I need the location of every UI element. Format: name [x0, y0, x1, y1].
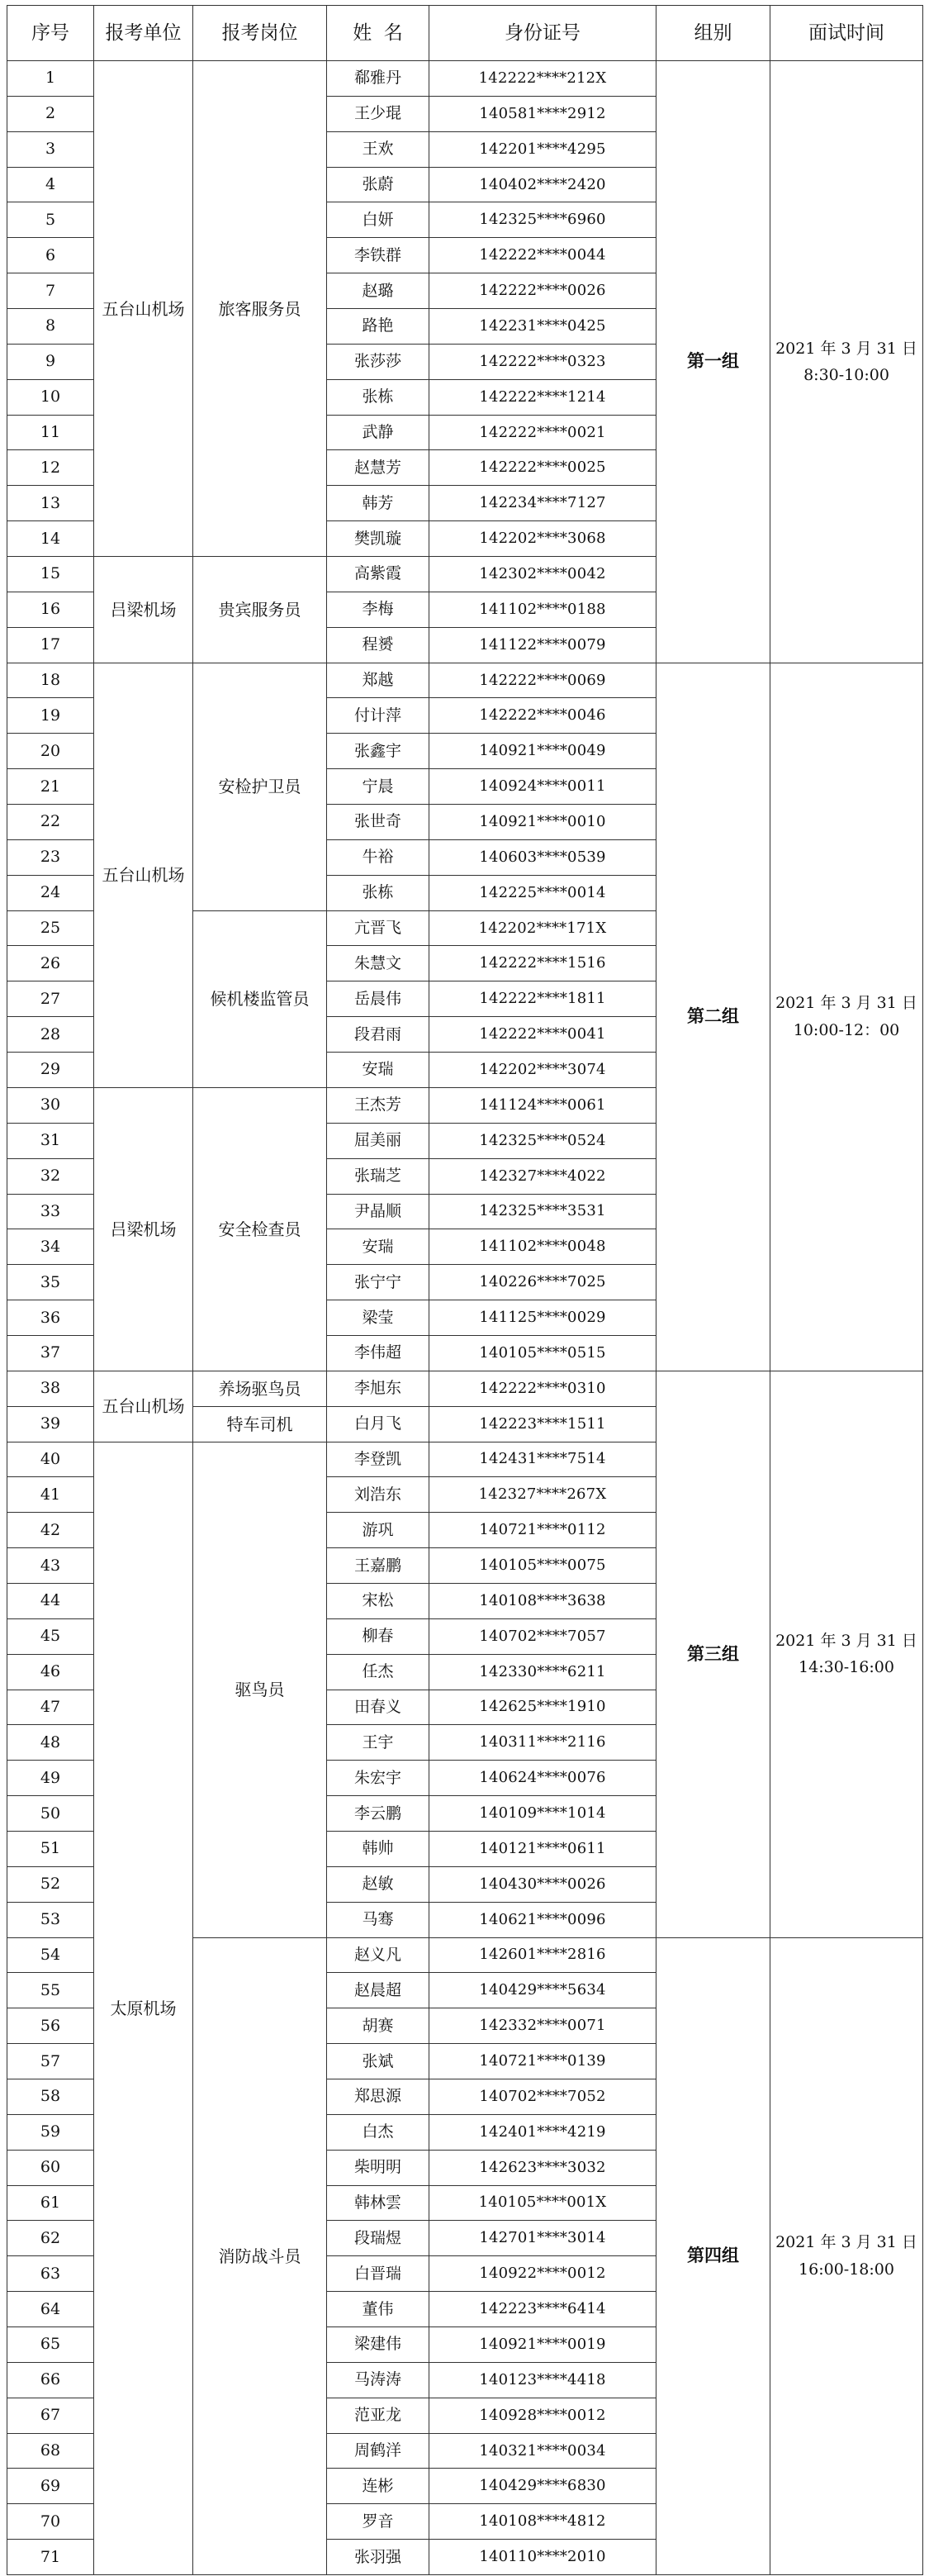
row-name: 亢晋飞	[327, 910, 429, 946]
row-id-number: 141102****0188	[429, 592, 656, 627]
row-name: 宋松	[327, 1583, 429, 1618]
row-id-number: 140921****0049	[429, 734, 656, 769]
row-id-number: 142202****3068	[429, 521, 656, 557]
row-name: 樊凯璇	[327, 521, 429, 557]
row-seq: 44	[7, 1583, 94, 1618]
unit-cell: 太原机场	[94, 1442, 193, 2575]
row-seq: 61	[7, 2185, 94, 2221]
row-id-number: 142222****0025	[429, 450, 656, 486]
row-id-number: 142225****0014	[429, 875, 656, 910]
row-id-number: 140924****0011	[429, 769, 656, 805]
row-name: 朱宏宇	[327, 1761, 429, 1796]
row-seq: 20	[7, 734, 94, 769]
row-name: 尹晶顺	[327, 1194, 429, 1229]
row-name: 柴明明	[327, 2150, 429, 2185]
row-seq: 37	[7, 1335, 94, 1371]
row-seq: 55	[7, 1973, 94, 2008]
row-seq: 68	[7, 2433, 94, 2469]
table-row	[7, 663, 923, 698]
row-id-number: 142222****0323	[429, 344, 656, 379]
row-name: 岳晨伟	[327, 981, 429, 1017]
row-seq: 32	[7, 1158, 94, 1194]
row-name: 赵璐	[327, 273, 429, 309]
unit-cell: 五台山机场	[94, 1371, 193, 1442]
row-id-number: 140105****0075	[429, 1548, 656, 1584]
row-seq: 10	[7, 379, 94, 415]
row-id-number: 140108****4812	[429, 2504, 656, 2540]
row-name: 刘浩东	[327, 1477, 429, 1513]
row-id-number: 140921****0010	[429, 805, 656, 840]
row-seq: 40	[7, 1442, 94, 1477]
header-seq: 序号	[7, 6, 94, 61]
row-id-number: 142222****0044	[429, 238, 656, 273]
time-cell	[770, 1937, 923, 2574]
row-id-number: 140429****5634	[429, 1973, 656, 2008]
time-cell	[770, 1371, 923, 1937]
row-id-number: 142202****3074	[429, 1053, 656, 1088]
row-id-number: 140121****0611	[429, 1831, 656, 1866]
row-name: 李伟超	[327, 1335, 429, 1371]
row-seq: 66	[7, 2362, 94, 2398]
row-id-number: 140603****0539	[429, 839, 656, 875]
row-seq: 39	[7, 1406, 94, 1442]
unit-cell: 吕梁机场	[94, 1087, 193, 1371]
group-cell: 第三组	[656, 1371, 770, 1937]
row-name: 张蔚	[327, 167, 429, 202]
row-seq: 50	[7, 1796, 94, 1832]
post-cell: 旅客服务员	[193, 61, 327, 557]
row-seq: 53	[7, 1902, 94, 1937]
row-id-number: 141125****0029	[429, 1300, 656, 1336]
row-name: 王杰芳	[327, 1087, 429, 1123]
row-id-number: 142431****7514	[429, 1442, 656, 1477]
row-seq: 67	[7, 2398, 94, 2433]
row-id-number: 142327****267X	[429, 1477, 656, 1513]
row-seq: 60	[7, 2150, 94, 2185]
row-id-number: 141102****0048	[429, 1229, 656, 1265]
row-name: 马骞	[327, 1902, 429, 1937]
row-name: 宁晨	[327, 769, 429, 805]
row-seq: 51	[7, 1831, 94, 1866]
row-name: 张宁宁	[327, 1265, 429, 1300]
row-name: 韩芳	[327, 486, 429, 521]
row-name: 郑思源	[327, 2079, 429, 2114]
row-name: 罗音	[327, 2504, 429, 2540]
post-cell: 贵宾服务员	[193, 557, 327, 663]
row-id-number: 141124****0061	[429, 1087, 656, 1123]
row-name: 屈美丽	[327, 1123, 429, 1158]
row-id-number: 140105****001X	[429, 2185, 656, 2221]
row-seq: 6	[7, 238, 94, 273]
row-name: 白晋瑞	[327, 2256, 429, 2292]
row-id-number: 142231****0425	[429, 309, 656, 345]
row-name: 朱慧文	[327, 946, 429, 981]
header-id: 身份证号	[429, 6, 656, 61]
row-id-number: 140110****2010	[429, 2540, 656, 2575]
row-id-number: 142222****0046	[429, 698, 656, 734]
row-seq: 71	[7, 2540, 94, 2575]
row-seq: 22	[7, 805, 94, 840]
time-cell	[770, 61, 923, 663]
time-range: 14:30-16:00	[799, 1658, 894, 1677]
row-seq: 65	[7, 2327, 94, 2363]
time-range: 8:30-10:00	[803, 365, 889, 384]
row-name: 程赟	[327, 627, 429, 663]
row-id-number: 142325****0524	[429, 1123, 656, 1158]
row-seq: 2	[7, 96, 94, 131]
row-id-number: 140721****0112	[429, 1513, 656, 1548]
row-name: 白月飞	[327, 1406, 429, 1442]
header-post: 报考岗位	[193, 6, 327, 61]
post-cell: 安全检查员	[193, 1087, 327, 1371]
row-id-number: 140430****0026	[429, 1866, 656, 1902]
row-seq: 5	[7, 202, 94, 238]
row-name: 郗雅丹	[327, 61, 429, 97]
row-name: 李云鹏	[327, 1796, 429, 1832]
post-cell: 安检护卫员	[193, 663, 327, 910]
row-id-number: 142222****0026	[429, 273, 656, 309]
header-name: 姓 名	[327, 6, 429, 61]
row-name: 柳春	[327, 1618, 429, 1654]
row-id-number: 142601****2816	[429, 1937, 656, 1973]
row-id-number: 142234****7127	[429, 486, 656, 521]
row-name: 张莎莎	[327, 344, 429, 379]
row-id-number: 142222****1516	[429, 946, 656, 981]
post-cell: 候机楼监管员	[193, 910, 327, 1087]
row-id-number: 140311****2116	[429, 1725, 656, 1761]
row-name: 周鹤洋	[327, 2433, 429, 2469]
row-seq: 47	[7, 1690, 94, 1725]
row-name: 张羽强	[327, 2540, 429, 2575]
row-seq: 27	[7, 981, 94, 1017]
row-id-number: 140922****0012	[429, 2256, 656, 2292]
row-id-number: 142222****0041	[429, 1017, 656, 1053]
row-seq: 54	[7, 1937, 94, 1973]
row-name: 张鑫宇	[327, 734, 429, 769]
row-seq: 42	[7, 1513, 94, 1548]
row-name: 武静	[327, 415, 429, 450]
row-id-number: 141122****0079	[429, 627, 656, 663]
row-seq: 8	[7, 309, 94, 345]
row-id-number: 142327****4022	[429, 1158, 656, 1194]
table-body	[7, 6, 923, 2575]
row-seq: 29	[7, 1053, 94, 1088]
row-name: 赵敏	[327, 1866, 429, 1902]
row-name: 韩帅	[327, 1831, 429, 1866]
row-name: 路艳	[327, 309, 429, 345]
row-id-number: 140105****0515	[429, 1335, 656, 1371]
row-id-number: 142222****0021	[429, 415, 656, 450]
row-seq: 11	[7, 415, 94, 450]
row-id-number: 142325****6960	[429, 202, 656, 238]
row-name: 范亚龙	[327, 2398, 429, 2433]
row-name: 王少琨	[327, 96, 429, 131]
row-id-number: 142330****6211	[429, 1654, 656, 1690]
row-seq: 41	[7, 1477, 94, 1513]
row-seq: 12	[7, 450, 94, 486]
row-seq: 31	[7, 1123, 94, 1158]
row-seq: 26	[7, 946, 94, 981]
row-seq: 38	[7, 1371, 94, 1406]
row-seq: 46	[7, 1654, 94, 1690]
row-id-number: 140928****0012	[429, 2398, 656, 2433]
row-id-number: 142222****0310	[429, 1371, 656, 1406]
row-id-number: 142325****3531	[429, 1194, 656, 1229]
row-name: 胡赛	[327, 2008, 429, 2044]
row-seq: 34	[7, 1229, 94, 1265]
row-seq: 24	[7, 875, 94, 910]
row-seq: 30	[7, 1087, 94, 1123]
row-seq: 64	[7, 2292, 94, 2327]
row-seq: 70	[7, 2504, 94, 2540]
row-name: 牛裕	[327, 839, 429, 875]
row-id-number: 140621****0096	[429, 1902, 656, 1937]
row-name: 李梅	[327, 592, 429, 627]
row-name: 李登凯	[327, 1442, 429, 1477]
row-name: 赵义凡	[327, 1937, 429, 1973]
row-seq: 1	[7, 61, 94, 97]
row-seq: 33	[7, 1194, 94, 1229]
row-seq: 63	[7, 2256, 94, 2292]
row-id-number: 140429****6830	[429, 2469, 656, 2504]
row-seq: 48	[7, 1725, 94, 1761]
header-row	[7, 6, 923, 61]
unit-cell: 五台山机场	[94, 61, 193, 557]
row-id-number: 140321****0034	[429, 2433, 656, 2469]
row-seq: 3	[7, 131, 94, 167]
row-id-number: 142202****171X	[429, 910, 656, 946]
header-unit: 报考单位	[94, 6, 193, 61]
row-name: 张瑞芝	[327, 1158, 429, 1194]
time-date: 2021 年 3 月 31 日	[775, 339, 917, 358]
row-seq: 15	[7, 557, 94, 592]
unit-cell: 五台山机场	[94, 663, 193, 1087]
row-id-number: 142222****0069	[429, 663, 656, 698]
row-seq: 28	[7, 1017, 94, 1053]
row-id-number: 140226****7025	[429, 1265, 656, 1300]
row-id-number: 140702****7052	[429, 2079, 656, 2114]
row-name: 连彬	[327, 2469, 429, 2504]
post-cell: 养场驱鸟员	[193, 1371, 327, 1406]
row-id-number: 142223****6414	[429, 2292, 656, 2327]
row-id-number: 142223****1511	[429, 1406, 656, 1442]
row-name: 梁建伟	[327, 2327, 429, 2363]
row-seq: 57	[7, 2044, 94, 2079]
row-id-number: 142625****1910	[429, 1690, 656, 1725]
row-name: 赵慧芳	[327, 450, 429, 486]
row-name: 李旭东	[327, 1371, 429, 1406]
row-name: 白杰	[327, 2114, 429, 2150]
row-name: 高紫霞	[327, 557, 429, 592]
row-name: 张栋	[327, 875, 429, 910]
row-seq: 36	[7, 1300, 94, 1336]
row-name: 田春义	[327, 1690, 429, 1725]
time-date: 2021 年 3 月 31 日	[775, 1631, 917, 1650]
row-name: 张世奇	[327, 805, 429, 840]
row-seq: 59	[7, 2114, 94, 2150]
row-name: 韩林雲	[327, 2185, 429, 2221]
interview-schedule-table	[7, 5, 923, 2575]
row-name: 段瑞煜	[327, 2221, 429, 2256]
row-seq: 49	[7, 1761, 94, 1796]
row-name: 赵晨超	[327, 1973, 429, 2008]
row-seq: 43	[7, 1548, 94, 1584]
row-id-number: 142302****0042	[429, 557, 656, 592]
header-group: 组别	[656, 6, 770, 61]
group-cell: 第一组	[656, 61, 770, 663]
row-seq: 9	[7, 344, 94, 379]
row-name: 任杰	[327, 1654, 429, 1690]
row-name: 游巩	[327, 1513, 429, 1548]
row-name: 王欢	[327, 131, 429, 167]
time-date: 2021 年 3 月 31 日	[775, 2233, 917, 2252]
row-seq: 25	[7, 910, 94, 946]
time-range: 16:00-18:00	[799, 2260, 894, 2279]
row-id-number: 140721****0139	[429, 2044, 656, 2079]
row-seq: 45	[7, 1618, 94, 1654]
row-name: 段君雨	[327, 1017, 429, 1053]
row-id-number: 142701****3014	[429, 2221, 656, 2256]
row-seq: 21	[7, 769, 94, 805]
row-id-number: 142401****4219	[429, 2114, 656, 2150]
row-seq: 17	[7, 627, 94, 663]
row-seq: 23	[7, 839, 94, 875]
row-seq: 13	[7, 486, 94, 521]
row-seq: 58	[7, 2079, 94, 2114]
row-name: 付计萍	[327, 698, 429, 734]
row-name: 郑越	[327, 663, 429, 698]
row-id-number: 142222****1811	[429, 981, 656, 1017]
row-name: 张栋	[327, 379, 429, 415]
row-name: 梁莹	[327, 1300, 429, 1336]
row-id-number: 140402****2420	[429, 167, 656, 202]
row-id-number: 142623****3032	[429, 2150, 656, 2185]
unit-cell: 吕梁机场	[94, 557, 193, 663]
row-seq: 52	[7, 1866, 94, 1902]
row-seq: 19	[7, 698, 94, 734]
row-seq: 7	[7, 273, 94, 309]
time-date: 2021 年 3 月 31 日	[775, 994, 917, 1013]
row-name: 白妍	[327, 202, 429, 238]
row-id-number: 140109****1014	[429, 1796, 656, 1832]
row-seq: 16	[7, 592, 94, 627]
row-name: 张斌	[327, 2044, 429, 2079]
row-seq: 56	[7, 2008, 94, 2044]
row-id-number: 142222****1214	[429, 379, 656, 415]
row-id-number: 142332****0071	[429, 2008, 656, 2044]
row-id-number: 140581****2912	[429, 96, 656, 131]
row-name: 马涛涛	[327, 2362, 429, 2398]
group-cell: 第二组	[656, 663, 770, 1371]
row-seq: 18	[7, 663, 94, 698]
row-id-number: 140108****3638	[429, 1583, 656, 1618]
time-range: 10:00-12：00	[793, 1020, 900, 1039]
row-name: 李铁群	[327, 238, 429, 273]
post-cell: 驱鸟员	[193, 1442, 327, 1937]
row-id-number: 140624****0076	[429, 1761, 656, 1796]
row-seq: 35	[7, 1265, 94, 1300]
table-row	[7, 1371, 923, 1406]
post-cell: 特车司机	[193, 1406, 327, 1442]
row-seq: 69	[7, 2469, 94, 2504]
row-seq: 62	[7, 2221, 94, 2256]
row-name: 王嘉鹏	[327, 1548, 429, 1584]
post-cell: 消防战斗员	[193, 1937, 327, 2574]
group-cell: 第四组	[656, 1937, 770, 2574]
header-time: 面试时间	[770, 6, 923, 61]
row-name: 安瑞	[327, 1229, 429, 1265]
row-id-number: 140702****7057	[429, 1618, 656, 1654]
row-name: 安瑞	[327, 1053, 429, 1088]
row-seq: 4	[7, 167, 94, 202]
time-cell	[770, 663, 923, 1371]
row-seq: 14	[7, 521, 94, 557]
row-name: 董伟	[327, 2292, 429, 2327]
row-id-number: 140921****0019	[429, 2327, 656, 2363]
row-id-number: 140123****4418	[429, 2362, 656, 2398]
table-row	[7, 61, 923, 97]
row-id-number: 142222****212X	[429, 61, 656, 97]
row-id-number: 142201****4295	[429, 131, 656, 167]
row-name: 王宇	[327, 1725, 429, 1761]
